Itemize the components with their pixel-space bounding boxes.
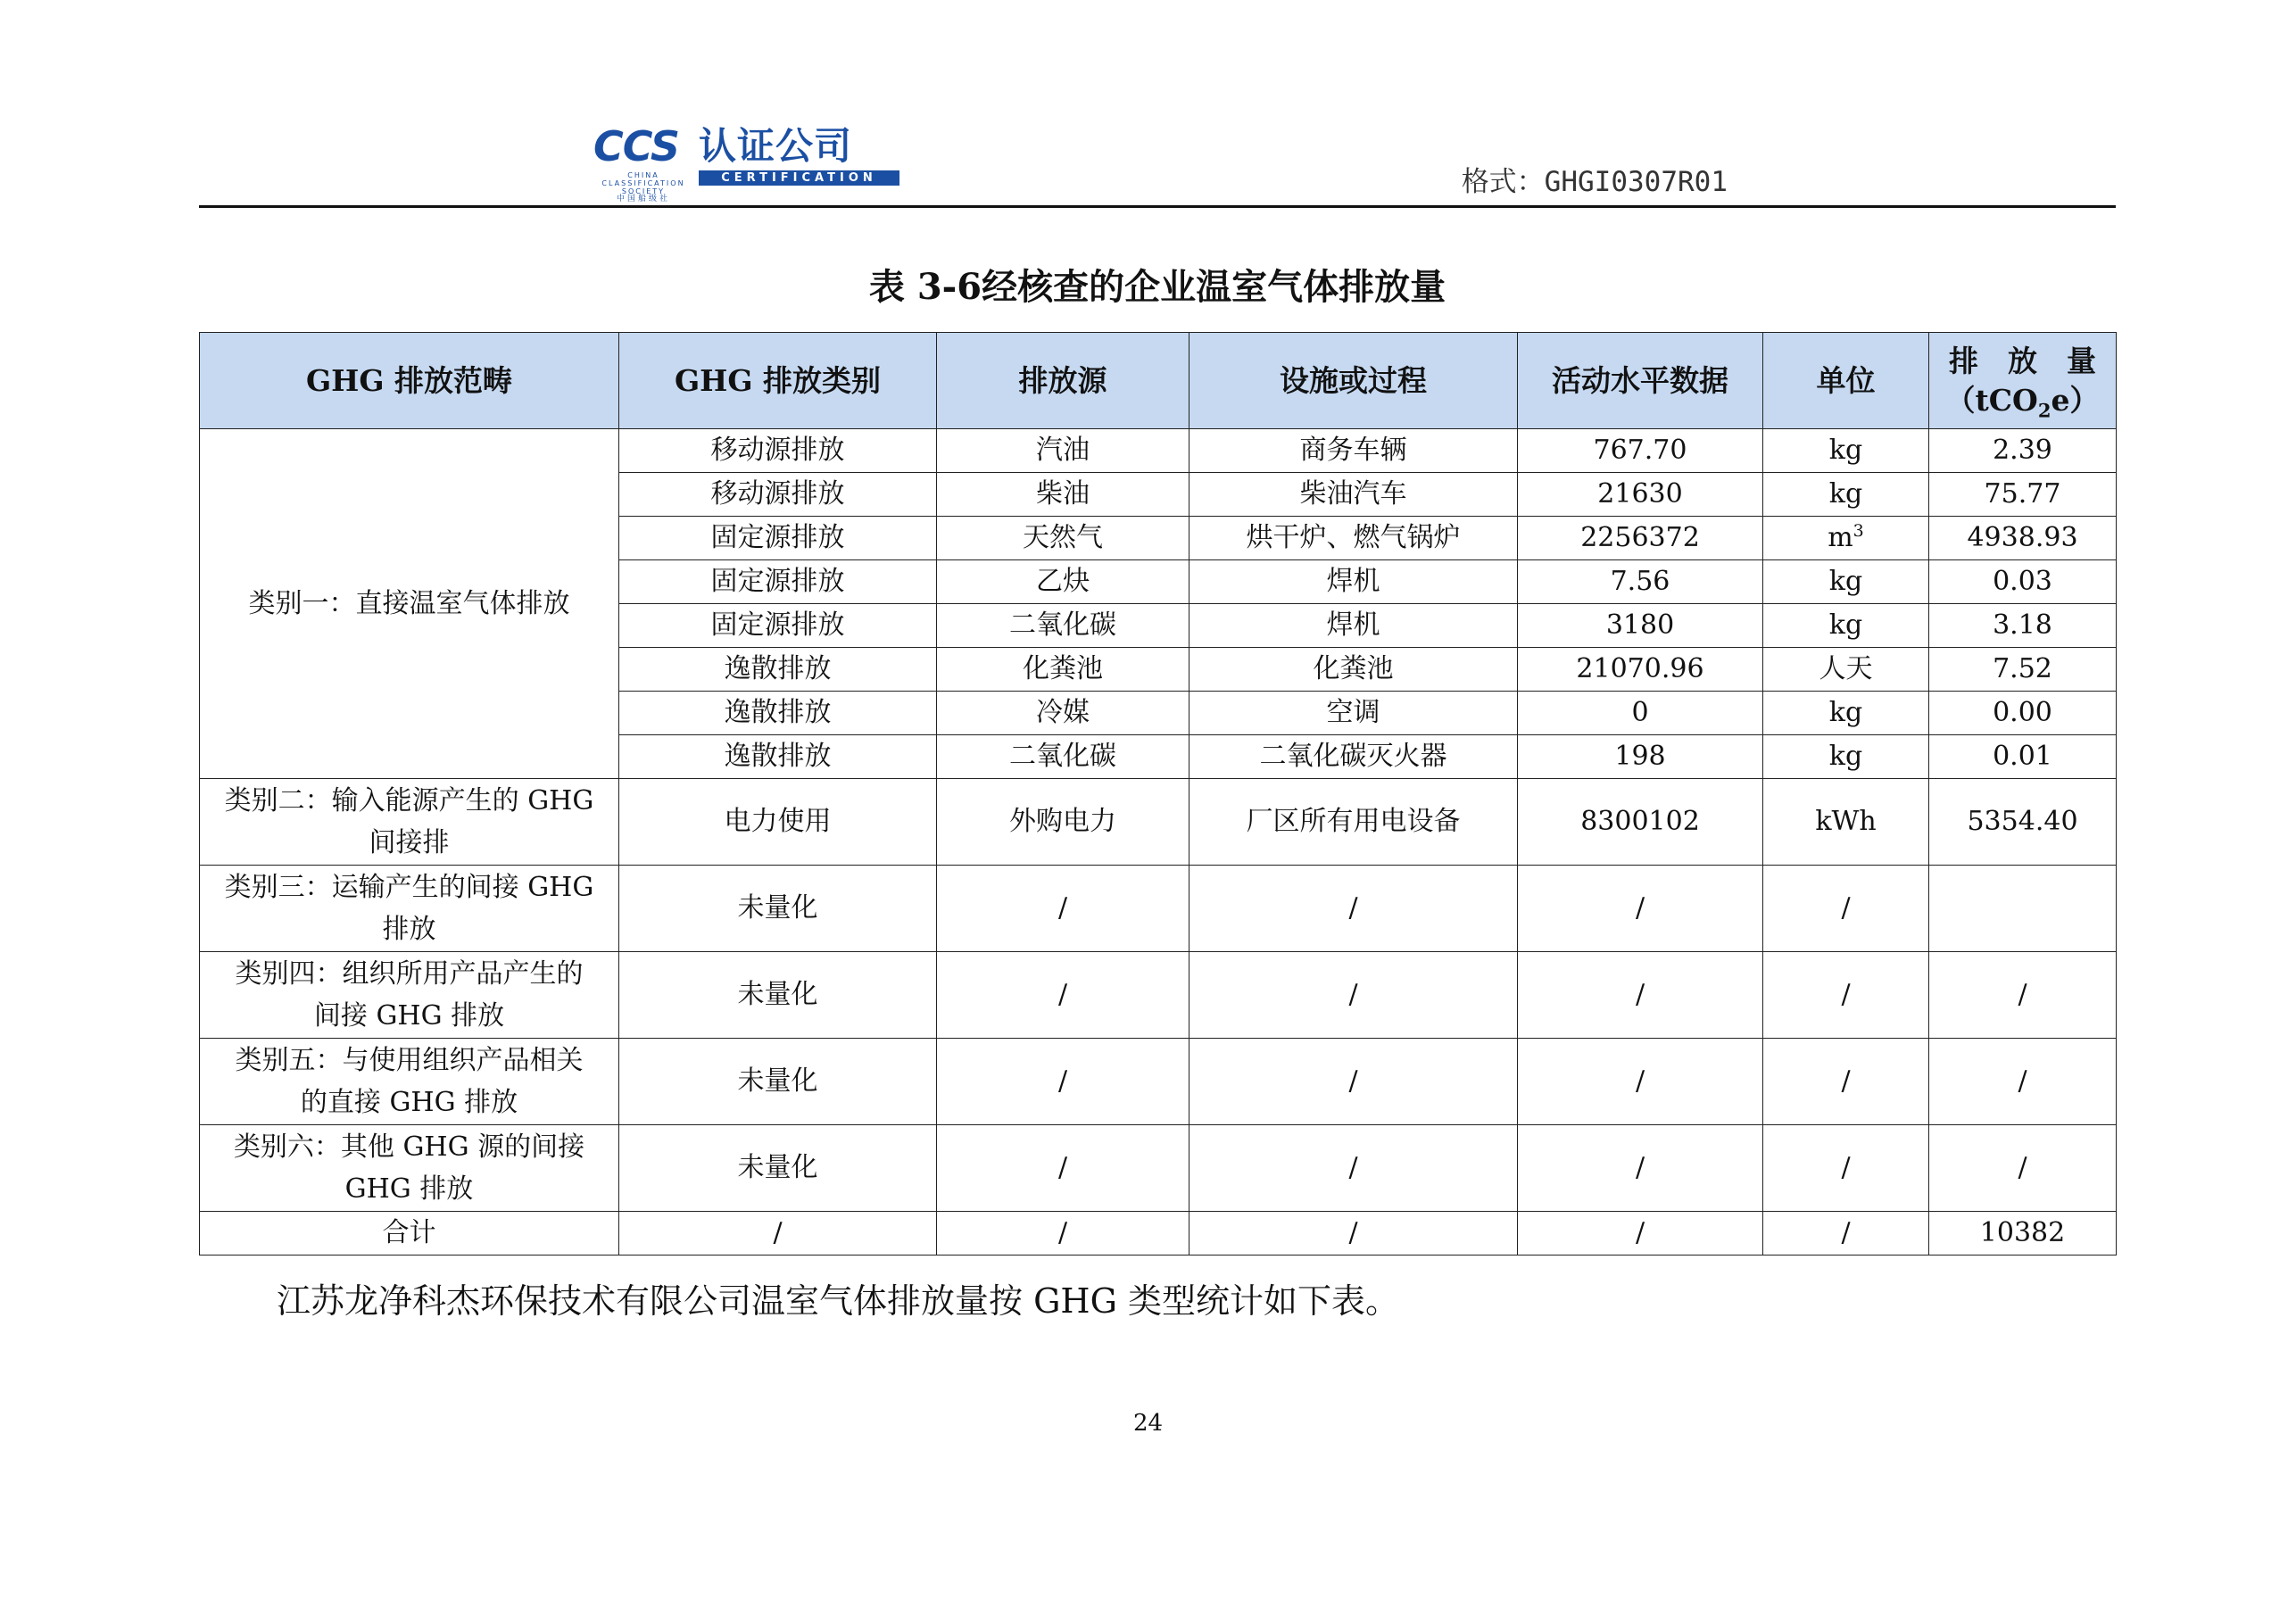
cell-unit: kg (1763, 692, 1929, 735)
cell-source: 天然气 (937, 517, 1189, 560)
cell-unit: kg (1763, 560, 1929, 604)
cell-emission: 4938.93 (1929, 517, 2117, 560)
logo-certification-bar: CERTIFICATION (699, 170, 899, 186)
category5-label (200, 1039, 619, 1125)
cell-emission: / (1929, 1039, 2117, 1125)
ghg-emission-table (199, 332, 2117, 1256)
cell-emission (1929, 866, 2117, 952)
cell-activity: 198 (1518, 735, 1763, 779)
cell-source: / (937, 952, 1189, 1039)
cell-unit: kWh (1763, 779, 1929, 866)
table-header-row (200, 333, 2117, 429)
header-emission-line1: 排 放 量 (1949, 343, 2096, 378)
cell-type: / (619, 1212, 937, 1256)
header-divider (199, 205, 2116, 208)
cell-emission: 75.77 (1929, 473, 2117, 517)
cell-facility: 二氧化碳灭火器 (1189, 735, 1518, 779)
category3-label-line1: 类别三：运输产生的间接 GHG (224, 872, 594, 903)
table-title: 表 3-6经核查的企业温室气体排放量 (868, 266, 1446, 308)
cell-type: 未量化 (619, 866, 937, 952)
category4-label (200, 952, 619, 1039)
cell-type: 固定源排放 (619, 517, 937, 560)
cell-unit: / (1763, 952, 1929, 1039)
cell-facility: 化粪池 (1189, 648, 1518, 692)
category5-label-line1: 类别五：与使用组织产品相关 (235, 1045, 584, 1076)
cell-source: / (937, 1039, 1189, 1125)
cell-activity: / (1518, 1125, 1763, 1212)
cell-facility: / (1189, 952, 1518, 1039)
header-type: GHG 排放类别 (619, 333, 937, 429)
cell-source: 冷媒 (937, 692, 1189, 735)
cell-source: 外购电力 (937, 779, 1189, 866)
cell-emission: 3.18 (1929, 604, 2117, 648)
cell-unit: kg (1763, 735, 1929, 779)
cell-activity: 7.56 (1518, 560, 1763, 604)
total-label: 合计 (200, 1212, 619, 1256)
header-emission (1929, 333, 2117, 429)
cell-emission: 2.39 (1929, 429, 2117, 473)
cell-unit: 人天 (1763, 648, 1929, 692)
cell-facility: 厂区所有用电设备 (1189, 779, 1518, 866)
logo-ccs-text: CCS (593, 122, 680, 170)
cell-type: 未量化 (619, 1039, 937, 1125)
category6-label (200, 1125, 619, 1212)
cell-facility: 空调 (1189, 692, 1518, 735)
cell-activity: 21070.96 (1518, 648, 1763, 692)
cell-activity: / (1518, 866, 1763, 952)
cell-unit (1763, 517, 1929, 560)
cell-emission: / (1929, 952, 2117, 1039)
logo-society-en: CHINA CLASSIFICATION SOCIETY (601, 171, 685, 195)
cell-source: / (937, 1125, 1189, 1212)
category6-label-line2: GHG 排放 (344, 1173, 474, 1205)
cell-emission: 0.00 (1929, 692, 2117, 735)
summary-paragraph: 江苏龙净科杰环保技术有限公司温室气体排放量按 GHG 类型统计如下表。 (277, 1281, 1400, 1321)
cell-facility: / (1189, 1125, 1518, 1212)
cell-emission: / (1929, 1125, 2117, 1212)
category3-label (200, 866, 619, 952)
table-row (200, 1039, 2117, 1125)
logo-society-text (593, 171, 693, 203)
cell-unit: kg (1763, 604, 1929, 648)
cell-emission: 5354.40 (1929, 779, 2117, 866)
cell-type: 固定源排放 (619, 604, 937, 648)
cell-source: 柴油 (937, 473, 1189, 517)
unit-base: m (1828, 522, 1853, 553)
cell-facility: / (1189, 1212, 1518, 1256)
cell-activity: 21630 (1518, 473, 1763, 517)
table-row (200, 952, 2117, 1039)
cell-source: 乙炔 (937, 560, 1189, 604)
cell-source: / (937, 866, 1189, 952)
ccs-certification-logo (593, 122, 901, 203)
cell-emission: 0.03 (1929, 560, 2117, 604)
cell-unit: / (1763, 1125, 1929, 1212)
cell-source: 二氧化碳 (937, 735, 1189, 779)
category5-label-line2: 的直接 GHG 排放 (300, 1087, 518, 1118)
cell-facility: 烘干炉、燃气锅炉 (1189, 517, 1518, 560)
cell-type: 移动源排放 (619, 429, 937, 473)
category4-label-line2: 间接 GHG 排放 (313, 1000, 505, 1032)
cell-activity: 767.70 (1518, 429, 1763, 473)
header-facility: 设施或过程 (1189, 333, 1518, 429)
category2-label (200, 779, 619, 866)
header-emission-line2: （tCO$_2$e） (1945, 382, 2100, 422)
cell-unit: / (1763, 866, 1929, 952)
category1-label: 类别一：直接温室气体排放 (200, 429, 619, 779)
table-total-row (200, 1212, 2117, 1256)
cell-source: 汽油 (937, 429, 1189, 473)
cell-emission: 7.52 (1929, 648, 2117, 692)
category4-label-line1: 类别四：组织所用产品产生的 (235, 958, 584, 990)
header-unit: 单位 (1763, 333, 1929, 429)
cell-unit: kg (1763, 473, 1929, 517)
category2-label-line1: 类别二：输入能源产生的 GHG (224, 785, 594, 816)
page-number: 24 (1132, 1410, 1164, 1437)
total-emission: 10382 (1929, 1212, 2117, 1256)
cell-emission: 0.01 (1929, 735, 2117, 779)
logo-company-name: 认证公司 (699, 124, 853, 168)
cell-activity: 2256372 (1518, 517, 1763, 560)
logo-society-cn: 中国船级社 (616, 195, 670, 203)
table-row (200, 1125, 2117, 1212)
cell-activity: / (1518, 1212, 1763, 1256)
cell-type: 未量化 (619, 952, 937, 1039)
category6-label-line1: 类别六：其他 GHG 源的间接 (233, 1131, 585, 1163)
header-activity: 活动水平数据 (1518, 333, 1763, 429)
format-code: 格式：GHGI0307R01 (1461, 166, 1728, 198)
cell-activity: 0 (1518, 692, 1763, 735)
cell-type: 逸散排放 (619, 735, 937, 779)
table-row (200, 779, 2117, 866)
cell-facility: 商务车辆 (1189, 429, 1518, 473)
category2-label-line2: 间接排 (369, 827, 450, 858)
cell-source: 二氧化碳 (937, 604, 1189, 648)
header-scope: GHG 排放范畴 (200, 333, 619, 429)
cell-source: / (937, 1212, 1189, 1256)
cell-facility: / (1189, 1039, 1518, 1125)
cell-activity: 3180 (1518, 604, 1763, 648)
table-row (200, 866, 2117, 952)
cell-activity: 8300102 (1518, 779, 1763, 866)
cell-type: 移动源排放 (619, 473, 937, 517)
cell-type: 未量化 (619, 1125, 937, 1212)
cell-unit: / (1763, 1039, 1929, 1125)
cell-facility: 焊机 (1189, 604, 1518, 648)
cell-unit: kg (1763, 429, 1929, 473)
cell-type: 电力使用 (619, 779, 937, 866)
cell-facility: 柴油汽车 (1189, 473, 1518, 517)
cell-activity: / (1518, 1039, 1763, 1125)
cell-type: 固定源排放 (619, 560, 937, 604)
unit-superscript: 3 (1853, 521, 1864, 541)
cell-type: 逸散排放 (619, 692, 937, 735)
cell-facility: 焊机 (1189, 560, 1518, 604)
category3-label-line2: 排放 (382, 914, 436, 945)
cell-activity: / (1518, 952, 1763, 1039)
cell-unit: / (1763, 1212, 1929, 1256)
cell-facility: / (1189, 866, 1518, 952)
header-source: 排放源 (937, 333, 1189, 429)
cell-source: 化粪池 (937, 648, 1189, 692)
cell-type: 逸散排放 (619, 648, 937, 692)
table-row (200, 429, 2117, 473)
